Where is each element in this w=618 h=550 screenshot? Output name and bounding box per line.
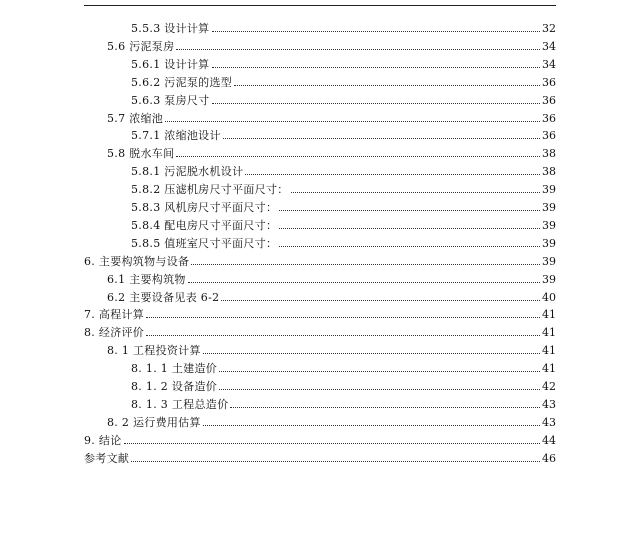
toc-entry[interactable]: [84, 450, 556, 468]
toc-entry-label: 8. 1 工程投资计算: [107, 344, 201, 358]
toc-entry-page-number: 44: [542, 433, 556, 447]
toc-dot-leader: [291, 192, 540, 193]
toc-entry-label: 6. 主要构筑物与设备: [84, 254, 190, 268]
toc-entry-page-number: 36: [542, 93, 556, 107]
toc-entry-page-number: 36: [542, 75, 556, 89]
toc-entry-label: 5.8.3 风机房尺寸平面尺寸：: [131, 201, 278, 214]
toc-entry[interactable]: [107, 271, 556, 289]
toc-entry-label: 8. 2 运行费用估算: [107, 415, 201, 429]
toc-dot-leader: [212, 103, 541, 104]
toc-entry-page-number: 39: [542, 201, 556, 214]
toc-entry[interactable]: [131, 199, 556, 217]
toc-entry-page-number: 46: [542, 451, 556, 465]
toc-entry-label: 参考文献: [84, 451, 130, 465]
toc-entry[interactable]: [131, 360, 556, 378]
toc-dot-leader: [191, 264, 540, 265]
toc-entry-label: 5.6.1 设计计算: [131, 57, 210, 71]
toc-entry-label: 8. 经济评价: [84, 326, 145, 340]
toc-dot-leader: [230, 407, 540, 408]
toc-entry-label: 5.8.1 污泥脱水机设计: [131, 165, 244, 179]
toc-entry-page-number: 43: [542, 415, 556, 429]
toc-entry-label: 5.5.3 设计计算: [131, 22, 210, 35]
toc-dot-leader: [146, 335, 540, 336]
toc-entry-page-number: 43: [542, 397, 556, 411]
toc-entry-label: 6.2 主要设备见表 6-2: [107, 290, 220, 304]
toc-dot-leader: [219, 389, 540, 390]
toc-dot-leader: [176, 156, 540, 157]
toc-entry[interactable]: [131, 163, 556, 181]
toc-dot-leader: [245, 174, 540, 175]
toc-entry-page-number: 39: [542, 236, 556, 250]
toc-dot-leader: [234, 85, 540, 86]
toc-entry[interactable]: [107, 414, 556, 432]
toc-dot-leader: [212, 31, 541, 32]
toc-entry[interactable]: [131, 235, 556, 253]
toc-dot-leader: [279, 246, 540, 247]
toc-entry[interactable]: [107, 110, 556, 128]
toc-entry-page-number: 36: [542, 129, 556, 143]
toc-entry[interactable]: [84, 324, 556, 342]
toc-entry-page-number: 40: [542, 290, 556, 304]
toc-entry-page-number: 39: [542, 183, 556, 197]
toc-entry-label: 5.8.5 值班室尺寸平面尺寸：: [131, 236, 278, 250]
toc-entry[interactable]: [84, 253, 556, 271]
toc-entry[interactable]: [131, 92, 556, 110]
toc-entry-label: 5.6 污泥泵房: [107, 39, 175, 53]
toc-entry[interactable]: [84, 306, 556, 324]
toc-entry-page-number: 39: [542, 272, 556, 286]
toc-entry-label: 5.6.3 泵房尺寸: [131, 93, 210, 107]
toc-entry[interactable]: [131, 396, 556, 414]
toc-entry-page-number: 36: [542, 111, 556, 125]
toc-entry-page-number: 42: [542, 380, 556, 393]
toc-entry[interactable]: [107, 342, 556, 360]
toc-dot-leader: [279, 210, 540, 211]
toc-entry-label: 6.1 主要构筑物: [107, 272, 186, 286]
toc-entry-page-number: 38: [542, 147, 556, 161]
toc-entry[interactable]: [131, 20, 556, 38]
toc-dot-leader: [223, 138, 540, 139]
toc-entry-label: 5.6.2 污泥泵的选型: [131, 75, 233, 89]
toc-entry[interactable]: [131, 74, 556, 92]
toc-dot-leader: [203, 425, 540, 426]
toc-entry[interactable]: [131, 56, 556, 74]
toc-entry-label: 8. 1. 1 土建造价: [131, 362, 218, 376]
toc-entry[interactable]: [131, 378, 556, 396]
toc-entry-page-number: 41: [542, 326, 556, 340]
toc-dot-leader: [188, 282, 540, 283]
toc-entry-page-number: 32: [542, 22, 556, 35]
toc-entry-page-number: 39: [542, 218, 556, 232]
toc-entry[interactable]: [131, 127, 556, 145]
toc-dot-leader: [212, 67, 541, 68]
toc-entry[interactable]: [107, 289, 556, 307]
toc-entry-label: 8. 1. 2 设备造价: [131, 380, 218, 393]
toc-entry-label: 8. 1. 3 工程总造价: [131, 397, 229, 411]
toc-entry-page-number: 41: [542, 308, 556, 322]
toc-dot-leader: [221, 300, 540, 301]
toc-entry-label: 5.8.2 压滤机房尺寸平面尺寸：: [131, 183, 289, 197]
toc-dot-leader: [165, 121, 540, 122]
toc-entry-label: 5.8.4 配电房尺寸平面尺寸：: [131, 218, 278, 232]
toc-dot-leader: [279, 228, 540, 229]
toc-entry-label: 7. 高程计算: [84, 308, 145, 322]
toc-dot-leader: [146, 317, 540, 318]
toc-dot-leader: [203, 353, 540, 354]
toc-entry[interactable]: [131, 181, 556, 199]
header-rule: [84, 5, 556, 6]
toc-entry[interactable]: [131, 217, 556, 235]
toc-dot-leader: [176, 49, 540, 50]
toc-entry-page-number: 38: [542, 165, 556, 179]
toc-dot-leader: [131, 461, 540, 462]
toc-entry-label: 5.7.1 浓缩池设计: [131, 129, 221, 143]
toc-entry-label: 5.8 脱水车间: [107, 147, 175, 161]
toc-entry[interactable]: [107, 145, 556, 163]
toc-entry-label: 9. 结论: [84, 433, 122, 447]
toc-entry-label: 5.7 浓缩池: [107, 111, 164, 125]
toc-dot-leader: [219, 371, 540, 372]
toc-entry-page-number: 41: [542, 362, 556, 376]
toc-entry[interactable]: [84, 432, 556, 450]
toc-entry-page-number: 34: [542, 39, 556, 53]
toc-entry[interactable]: [107, 38, 556, 56]
toc-dot-leader: [124, 443, 541, 444]
toc-entry-page-number: 34: [542, 57, 556, 71]
toc-entry-page-number: 39: [542, 254, 556, 268]
toc-entry-page-number: 41: [542, 344, 556, 358]
